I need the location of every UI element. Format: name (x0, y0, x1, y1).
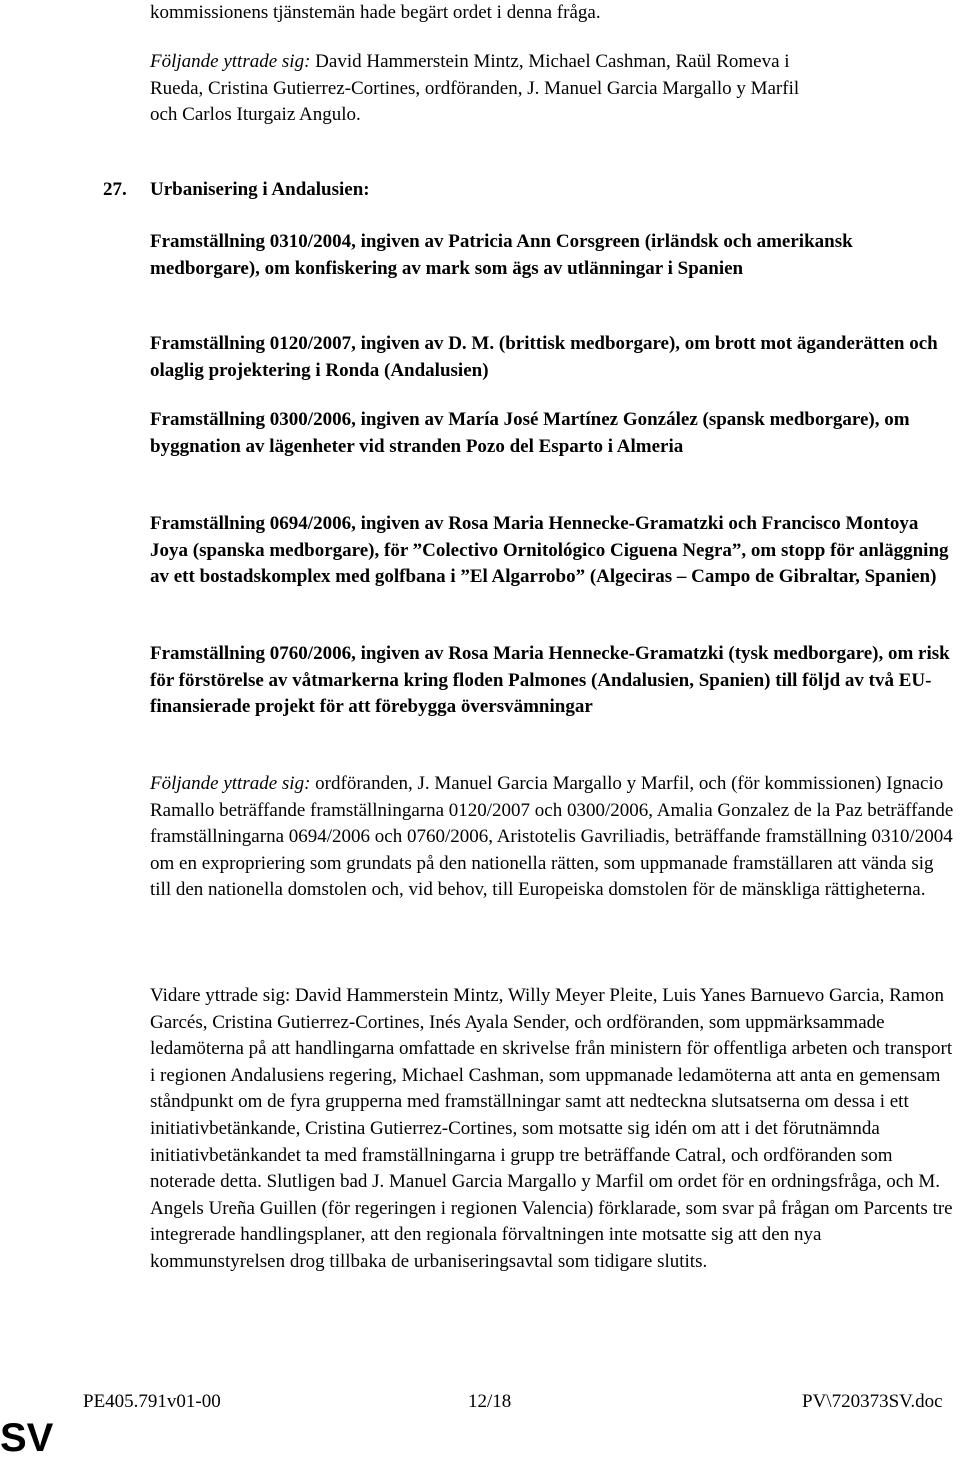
petition-3 (150, 407, 910, 460)
agenda-item-number: 27. (103, 179, 127, 200)
intro-speakers-paragraph (150, 49, 810, 129)
agenda-item-heading (103, 177, 370, 203)
speakers-text: David Hammerstein Mintz, Michael Cashman, Raül Romeva i Rueda, Cristina Gutierrez-Cortines, ordföranden, J. Manuel Garcia Margallo y Marfil och Carlos Iturgaiz Angulo. (150, 51, 800, 126)
speakers-label: Följande yttrade sig: (150, 51, 311, 72)
further-speakers-paragraph (150, 983, 955, 1276)
agenda-item-title: Urbanisering i Andalusien: (150, 179, 370, 200)
petition-2 (150, 331, 940, 384)
petition-5 (150, 641, 950, 721)
petition-1-text: Framställning 0310/2004, ingiven av Patricia Ann Corsgreen (irländsk och amerikansk medborgare), om konfiskering av mark som ägs av utlänningar i Spanien (150, 231, 853, 279)
discussion-speakers-label: Följande yttrade sig: (150, 773, 311, 794)
intro-text: kommissionens tjänstemän hade begärt ordet i denna fråga. (150, 2, 601, 23)
language-code: SV (0, 1416, 54, 1460)
petition-2-text: Framställning 0120/2007, ingiven av D. M. (brittisk medborgare), om brott mot äganderätten och olaglig projektering i Ronda (Andalusien) (150, 333, 938, 381)
petition-1 (150, 229, 902, 282)
intro-line (150, 0, 950, 27)
discussion-text: ordföranden, J. Manuel Garcia Margallo y Marfil, och (för kommissionen) Ignacio Ramallo beträffande framställningarna 0120/2007 och 0300/2006, Amalia Gonzalez de la Paz beträffande framställningarna 0694/2006 och 0760/2006, Aristotelis Gavriliadis, beträffande framställning 0310/2004 om en expropriering som grundats på den nationella rätten, som uppmanade framställaren att vända sig till den nationella domstolen och, vid behov, till Europeiska domstolen för de mänskliga rättigheterna. (150, 773, 954, 901)
footer-doc-ref: PE405.791v01-00 (83, 1391, 221, 1412)
petition-3-text: Framställning 0300/2006, ingiven av María José Martínez González (spansk medborgare), om byggnation av lägenheter vid stranden Pozo del Esparto i Almeria (150, 409, 910, 457)
footer-page-number: 12/18 (468, 1391, 512, 1412)
petition-4 (150, 511, 950, 591)
petition-5-text: Framställning 0760/2006, ingiven av Rosa Maria Hennecke-Gramatzki (tysk medborgare), om risk för förstörelse av våtmarkerna kring floden Palmones (Andalusien, Spanien) till följd av två EU-finansierade projekt för att förebygga översvämningar (150, 643, 950, 718)
further-speakers-text: Vidare yttrade sig: David Hammerstein Mintz, Willy Meyer Pleite, Luis Yanes Barnuevo Garcia, Ramon Garcés, Cristina Gutierrez-Cortines, Inés Ayala Sender, och ordföranden, som uppmärksammade ledamöterna på att handlingarna omfattade en skrivelse från ministern för offentliga arbeten och transport i regionen Andalusiens regering, Michael Cashman, som uppmanade ledamöterna att anta en gemensam ståndpunkt om de fyra grupperna med framställningar samt att nedteckna slutsatserna om dessa i ett initiativbetänkande, Cristina Gutierrez-Cortines, som motsatte sig idén om att i det förutnämnda initiativbetänkandet ta med framställningarna i grupp tre beträffande Catral, och ordföranden som noterade detta. Slutligen bad J. Manuel Garcia Margallo y Marfil om ordet för en ordningsfråga, och M. Angels Ureña Guillen (för regeringen i regionen Valencia) förklarade, som svar på frågan om Parcents tre integrerade handlingsplaner, att den regionala förvaltningen inte motsatte sig att den nya kommunstyrelsen drog tillbaka de urbaniseringsavtal som tidigare slutits. (150, 985, 953, 1272)
discussion-paragraph (150, 771, 956, 904)
petition-4-text: Framställning 0694/2006, ingiven av Rosa Maria Hennecke-Gramatzki och Francisco Montoya Joya (spanska medborgare), för ”Colectivo Ornitológico Ciguena Negra”, om stopp för anläggning av ett bostadskomplex med golfbana i ”El Algarrobo” (Algeciras – Campo de Gibraltar, Spanien) (150, 513, 949, 588)
footer-file-name: PV\720373SV.doc (802, 1391, 943, 1412)
